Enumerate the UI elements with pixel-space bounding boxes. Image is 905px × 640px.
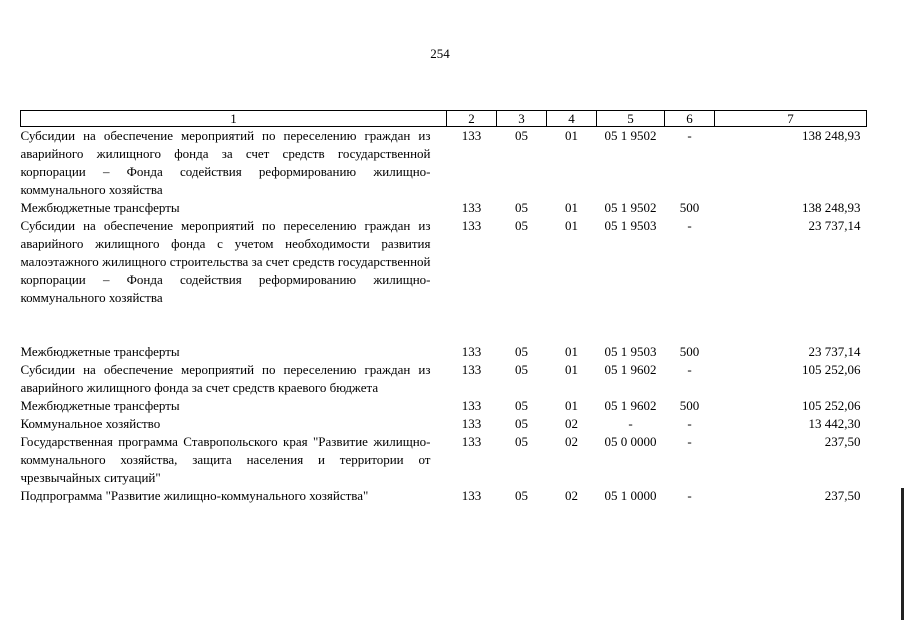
table-row bbox=[21, 433, 867, 487]
cell-col-2: 133 bbox=[461, 344, 482, 359]
cell-col-7: 13 442,30 bbox=[808, 416, 861, 431]
cell-col-7: 237,50 bbox=[824, 434, 861, 449]
table-row bbox=[21, 487, 867, 505]
cell-name: Субсидии на обеспечение мероприятий по переселению граждан из аварийного жилищного фонда за счет средств краевого бюджета bbox=[20, 362, 431, 395]
cell-col-7: 138 248,93 bbox=[802, 128, 861, 143]
cell-col-4: 02 bbox=[565, 434, 578, 449]
cell-col-5: 05 1 9503 bbox=[604, 344, 657, 359]
cell-col-6: 500 bbox=[679, 200, 700, 215]
cell-col-3: 05 bbox=[515, 416, 528, 431]
cell-col-4: 01 bbox=[565, 362, 578, 377]
table-row bbox=[21, 217, 867, 307]
cell-col-4: 01 bbox=[565, 344, 578, 359]
header-row bbox=[21, 111, 867, 127]
column-header-5: 5 bbox=[597, 111, 665, 127]
cell-col-6: - bbox=[687, 416, 692, 431]
cell-col-4: 01 bbox=[565, 218, 578, 233]
cell-name: Межбюджетные трансферты bbox=[20, 200, 180, 215]
page-edge-mark bbox=[901, 488, 904, 620]
column-header-2: 2 bbox=[447, 111, 497, 127]
cell-col-3: 05 bbox=[515, 344, 528, 359]
budget-table bbox=[20, 110, 867, 505]
column-header-4: 4 bbox=[547, 111, 597, 127]
cell-col-7: 23 737,14 bbox=[808, 218, 861, 233]
cell-col-7: 105 252,06 bbox=[802, 398, 861, 413]
cell-col-4: 01 bbox=[565, 128, 578, 143]
cell-name: Субсидии на обеспечение мероприятий по переселению граждан из аварийного жилищного фонда за счет средств государственной корпорации – Фонда содействия реформированию жилищно-коммунального хозяйства bbox=[20, 128, 431, 197]
cell-col-4: 02 bbox=[565, 488, 578, 503]
cell-col-2: 133 bbox=[461, 218, 482, 233]
cell-col-3: 05 bbox=[515, 128, 528, 143]
cell-col-2: 133 bbox=[461, 200, 482, 215]
cell-col-3: 05 bbox=[515, 398, 528, 413]
cell-col-6: 500 bbox=[679, 344, 700, 359]
cell-col-2: 133 bbox=[461, 488, 482, 503]
cell-col-6: - bbox=[687, 362, 692, 377]
cell-col-5: 05 1 9602 bbox=[604, 362, 657, 377]
cell-col-5: 05 1 9602 bbox=[604, 398, 657, 413]
cell-col-3: 05 bbox=[515, 434, 528, 449]
table-body bbox=[21, 127, 867, 506]
cell-col-5: 05 1 9502 bbox=[604, 200, 657, 215]
cell-col-2: 133 bbox=[461, 128, 482, 143]
cell-col-7: 237,50 bbox=[824, 488, 861, 503]
cell-col-7: 23 737,14 bbox=[808, 344, 861, 359]
cell-col-2: 133 bbox=[461, 362, 482, 377]
cell-col-7: 105 252,06 bbox=[802, 362, 861, 377]
cell-col-6: - bbox=[687, 434, 692, 449]
column-header-1: 1 bbox=[21, 111, 447, 127]
cell-col-4: 01 bbox=[565, 398, 578, 413]
cell-col-2: 133 bbox=[461, 434, 482, 449]
cell-col-6: - bbox=[687, 128, 692, 143]
table-row bbox=[21, 199, 867, 217]
table-row bbox=[21, 397, 867, 415]
table-row bbox=[21, 343, 867, 361]
cell-name: Государственная программа Ставропольского края "Развитие жилищно-коммунального хозяйства, защита населения и территории от чрезвычайных ситуаций" bbox=[20, 434, 431, 485]
page-number: 254 bbox=[430, 46, 450, 61]
cell-col-2: 133 bbox=[461, 398, 482, 413]
cell-name: Субсидии на обеспечение мероприятий по переселению граждан из аварийного жилищного фонда с учетом необходимости развития малоэтажного жилищного строительства за счет средств государственной корпорации – Фонда содействия реформированию жилищно-коммунального хозяйства bbox=[20, 218, 431, 305]
cell-name: Межбюджетные трансферты bbox=[20, 344, 180, 359]
cell-col-5: 05 1 9502 bbox=[604, 128, 657, 143]
table-row bbox=[21, 127, 867, 200]
cell-col-3: 05 bbox=[515, 362, 528, 377]
column-header-3: 3 bbox=[497, 111, 547, 127]
cell-col-6: - bbox=[687, 218, 692, 233]
cell-name: Коммунальное хозяйство bbox=[20, 416, 161, 431]
cell-col-3: 05 bbox=[515, 488, 528, 503]
cell-col-3: 05 bbox=[515, 218, 528, 233]
cell-col-4: 01 bbox=[565, 200, 578, 215]
cell-col-6: - bbox=[687, 488, 692, 503]
cell-col-2: 133 bbox=[461, 416, 482, 431]
cell-col-7: 138 248,93 bbox=[802, 200, 861, 215]
cell-col-6: 500 bbox=[679, 398, 700, 413]
column-header-7: 7 bbox=[715, 111, 867, 127]
cell-col-3: 05 bbox=[515, 200, 528, 215]
cell-col-5: - bbox=[628, 416, 633, 431]
table-row bbox=[21, 415, 867, 433]
cell-col-5: 05 0 0000 bbox=[604, 434, 657, 449]
row-spacer bbox=[21, 307, 867, 343]
table-row bbox=[21, 361, 867, 397]
cell-name: Подпрограмма "Развитие жилищно-коммунального хозяйства" bbox=[20, 488, 369, 503]
cell-col-5: 05 1 0000 bbox=[604, 488, 657, 503]
cell-col-5: 05 1 9503 bbox=[604, 218, 657, 233]
column-header-6: 6 bbox=[665, 111, 715, 127]
cell-name: Межбюджетные трансферты bbox=[20, 398, 180, 413]
cell-col-4: 02 bbox=[565, 416, 578, 431]
